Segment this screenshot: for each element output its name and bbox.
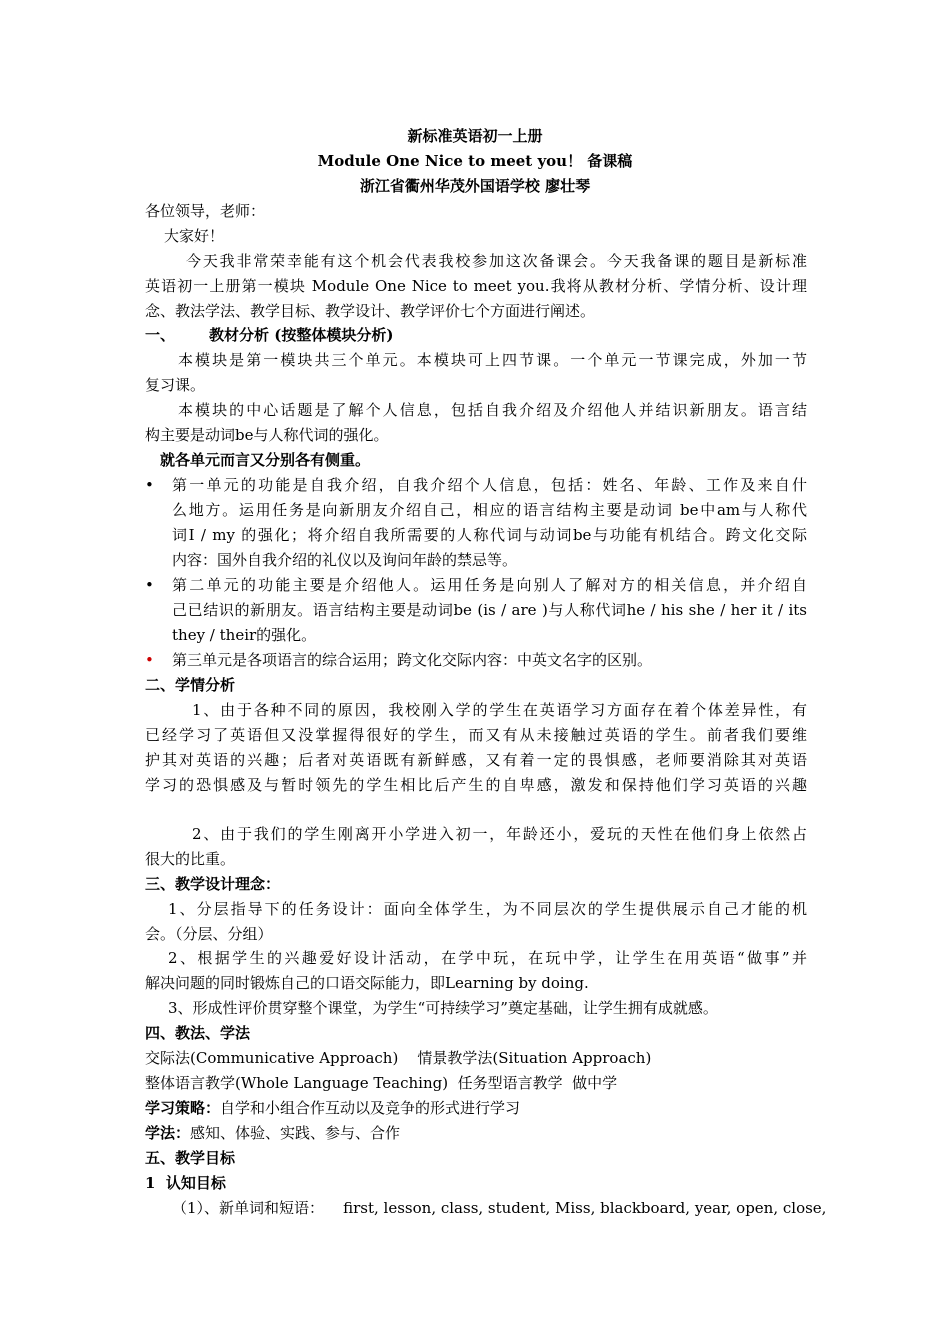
bullet-line: 第一单元的功能是自我介绍，自我介绍个人信息，包括：姓名、年龄、工作及来自什 [172, 476, 807, 494]
bullet-marker: • [145, 576, 154, 594]
section-4-heading: 四、教法、学法 [145, 1024, 251, 1042]
intro-line: 英语初一上册第一模块 Module One Nice to meet you.我将从教材分析、学情分析、设计理 [145, 277, 807, 295]
doc-title: 新标准英语初一上册 [407, 127, 543, 145]
bullet-line: 第三单元是各项语言的综合运用；跨文化交际内容：中英文名字的区别。 [172, 651, 653, 669]
intro-line: 今天我非常荣幸能有这个机会代表我校参加这次备课会。今天我备课的题目是新标准 [186, 252, 807, 270]
bullet-line: they / their的强化。 [172, 626, 317, 644]
bullet-line: 内容：国外自我介绍的礼仪以及询问年龄的禁忌等。 [172, 551, 518, 569]
paragraph-line: 很大的比重。 [145, 850, 236, 868]
doc-subtitle: Module One Nice to meet you！ 备课稿 [317, 152, 633, 170]
bullet-marker: • [145, 651, 154, 669]
paragraph-line: 1、分层指导下的任务设计：面向全体学生，为不同层次的学生提供展示自己才能的机 [168, 900, 807, 918]
paragraph-line: 本模块是第一模块共三个单元。本模块可上四节课。一个单元一节课完成，外加一节 [178, 351, 807, 369]
method-line: 交际法(Communicative Approach) 情景教学法(Situation Approach) [145, 1049, 652, 1067]
paragraph-line: 已经学习了英语但又没掌握得很好的学生，而又有从未接触过英语的学生。前者我们要维 [145, 726, 807, 744]
bullet-line: 第二单元的功能主要是介绍他人。运用任务是向别人了解对方的相关信息，并介绍自 [172, 576, 807, 594]
paragraph-line: 复习课。 [145, 376, 206, 394]
study-method-label: 学法： [145, 1124, 191, 1142]
strategy-label: 学习策略： [145, 1099, 221, 1117]
greeting-line: 大家好！ [164, 227, 225, 245]
intro-line: 念、教法学法、教学目标、教学设计、教学评价七个方面进行阐述。 [145, 302, 596, 320]
paragraph-line: 2、根据学生的兴趣爱好设计活动，在学中玩，在玩中学，让学生在用英语“做事”并 [168, 949, 807, 967]
bullet-marker: • [145, 476, 154, 494]
paragraph-line: 会。（分层、分组） [145, 925, 273, 943]
strategy-text: 自学和小组合作互动以及竞争的形式进行学习 [220, 1099, 521, 1117]
paragraph-line: 本模块的中心话题是了解个人信息，包括自我介绍及介绍他人并结识新朋友。语言结 [178, 401, 807, 419]
method-line: 整体语言教学(Whole Language Teaching) 任务型语言教学 做中学 [145, 1074, 618, 1092]
section-5-heading: 五、教学目标 [145, 1149, 236, 1167]
paragraph-line: 构主要是动词be与人称代词的强化。 [145, 426, 389, 444]
study-method-text: 感知、体验、实践、参与、合作 [190, 1124, 401, 1142]
section-3-heading: 三、教学设计理念： [145, 875, 281, 893]
bullet-line: 己已结识的新朋友。语言结构主要是动词be (is / are )与人称代词he / his she / her it / its [172, 601, 807, 619]
paragraph-line: 解决问题的同时锻炼自己的口语交际能力，即Learning by doing. [145, 974, 589, 992]
vocabulary-line: （1）、新单词和短语： first, lesson, class, student, Miss, blackboard, year, open, close, [172, 1199, 827, 1217]
section-2-heading: 二、学情分析 [145, 676, 236, 694]
study-method-line [145, 1121, 807, 1145]
doc-author: 浙江省衢州华茂外国语学校 廖壮琴 [359, 177, 591, 195]
paragraph-line: 学习的恐惧感及与暂时领先的学生相比后产生的自卑感，激发和保持他们学习英语的兴趣 [145, 776, 807, 794]
paragraph-line: 1、由于各种不同的原因，我校刚入学的学生在英语学习方面存在着个体差异性，有 [192, 701, 807, 719]
bullet-line: 词I / my 的强化；将介绍自我所需要的人称代词与动词be与功能有机结合。跨文化交际 [172, 526, 807, 544]
section-1-number: 一、 [145, 326, 176, 344]
paragraph-line: 护其对英语的兴趣；后者对英语既有新鲜感，又有着一定的畏惧感，老师要消除其对英语 [145, 751, 807, 769]
paragraph-line: 3、形成性评价贯穿整个课堂，为学生“可持续学习”奠定基础，让学生拥有成就感。 [168, 999, 718, 1017]
section-1-heading [145, 323, 807, 347]
paragraph-line: 2、由于我们的学生刚离开小学进入初一，年龄还小，爱玩的天性在他们身上依然占 [192, 825, 807, 843]
greeting-line: 各位领导，老师： [145, 202, 266, 220]
section-1-title: 教材分析 (按整体模块分析) [209, 326, 394, 344]
subsection-heading: 1 认知目标 [145, 1174, 226, 1192]
strategy-line [145, 1096, 807, 1120]
bullet-line: 么地方。运用任务是向新朋友介绍自己，相应的语言结构主要是动词 be中am与人称代 [172, 501, 807, 519]
paragraph-line: 就各单元而言又分别各有侧重。 [160, 451, 371, 469]
